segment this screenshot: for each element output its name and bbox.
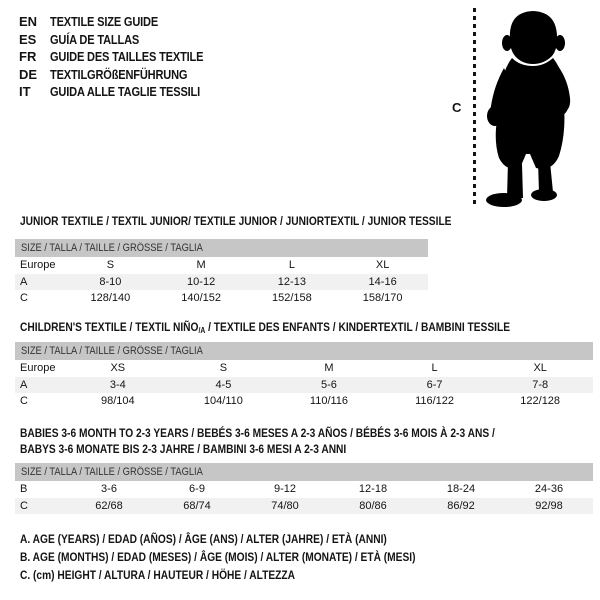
language-code: ES — [19, 31, 37, 47]
language-code: DE — [19, 66, 38, 82]
cell: 3-4 — [109, 378, 126, 391]
cell: L — [288, 259, 295, 272]
title-pre: CHILDREN'S TEXTILE / TEXTIL NIÑO — [20, 320, 199, 334]
cell: 3-6 — [101, 483, 117, 496]
language-row-en — [19, 13, 230, 31]
row-label: C — [20, 499, 28, 512]
cell: 6-7 — [426, 378, 443, 391]
language-code: IT — [19, 84, 31, 100]
title-post: / TEXTILE DES ENFANTS / KINDERTEXTIL / BAMBINI TESSILE — [205, 320, 510, 334]
language-row-de — [19, 66, 230, 84]
cell: XL — [375, 259, 390, 272]
table-row-c — [15, 290, 428, 307]
legend-line-a — [20, 532, 452, 546]
language-code: FR — [19, 49, 37, 65]
children-table-title — [20, 320, 596, 334]
cell: 122/128 — [520, 395, 561, 408]
children-table-title-text — [20, 320, 510, 335]
language-row-fr — [19, 48, 230, 66]
cell: 18-24 — [446, 483, 476, 496]
cell: 14-16 — [368, 275, 397, 288]
babies-size-table — [15, 463, 593, 514]
cell: 98/104 — [100, 395, 135, 408]
language-title: GUIDE DES TAILLES TEXTILE — [50, 49, 204, 65]
cell: 104/110 — [203, 395, 243, 408]
cell: 128/140 — [90, 292, 131, 305]
table-row-b — [15, 481, 593, 498]
babies-table-title-line1 — [20, 426, 579, 440]
baby-silhouette-icon — [481, 6, 583, 210]
legend-line-c — [20, 568, 344, 582]
cell: 10-12 — [187, 275, 216, 288]
table-row-a — [15, 274, 428, 291]
table-row-a — [15, 377, 593, 394]
cell: M — [196, 259, 206, 272]
title-sub: /A — [198, 326, 206, 335]
cell: 62/68 — [95, 499, 123, 512]
cell: 24-36 — [534, 483, 564, 496]
cell: 8-10 — [99, 275, 122, 288]
size-header-bar — [15, 342, 593, 360]
size-header-text: SIZE / TALLA / TAILLE / GRÖSSE / TAGLIA — [21, 345, 203, 357]
row-label: B — [20, 483, 28, 496]
cell: 86/92 — [447, 499, 475, 512]
cell: 4-5 — [215, 378, 232, 391]
language-title: GUÍA DE TALLAS — [50, 31, 140, 47]
cell: 152/158 — [271, 292, 312, 305]
legend-line-b — [20, 550, 485, 564]
cell: 68/74 — [183, 499, 211, 512]
table-row-c — [15, 498, 593, 515]
cell: 7-8 — [532, 378, 549, 391]
cell: 92/98 — [535, 499, 563, 512]
language-title: GUIDA ALLE TAGLIE TESSILI — [50, 84, 201, 100]
legend-text-b: B. AGE (MONTHS) / EDAD (MESES) / ÂGE (MOIS) / ALTER (MONATE) / ETÀ (MESI) — [20, 550, 416, 564]
language-title: TEXTILE SIZE GUIDE — [50, 14, 159, 30]
cell: XS — [110, 362, 126, 375]
size-header-bar — [15, 239, 428, 257]
cell: S — [106, 259, 115, 272]
cell: 80/86 — [359, 499, 387, 512]
row-label: Europe — [20, 259, 56, 272]
cell: 9-12 — [273, 483, 297, 496]
legend-text-c: C. (cm) HEIGHT / ALTURA / HAUTEUR / HÖHE / ALTEZZA — [20, 568, 296, 582]
cell: 140/152 — [181, 292, 221, 305]
row-label: C — [20, 292, 28, 305]
babies-table-title-line2 — [20, 442, 404, 456]
language-code: EN — [19, 14, 38, 30]
size-header-text: SIZE / TALLA / TAILLE / GRÖSSE / TAGLIA — [21, 466, 203, 478]
cell: 12-18 — [358, 483, 388, 496]
junior-table-title — [20, 214, 528, 228]
children-size-table — [15, 342, 593, 410]
cell: L — [431, 362, 438, 375]
cell: S — [219, 362, 228, 375]
table-row-c — [15, 393, 593, 410]
measure-label-c: C — [452, 100, 462, 115]
row-label: C — [20, 395, 28, 408]
table-row-europe — [15, 360, 593, 377]
height-measure-dashed-line — [473, 8, 476, 206]
cell: 110/116 — [309, 395, 349, 408]
cell: M — [324, 362, 334, 375]
language-title: TEXTILGRÖßENFÜHRUNG — [50, 66, 188, 82]
cell: 116/122 — [415, 395, 455, 408]
row-label: A — [20, 275, 28, 288]
table-row-europe — [15, 257, 428, 274]
row-label: A — [20, 378, 28, 391]
legend-text-a: A. AGE (YEARS) / EDAD (AÑOS) / ÂGE (ANS) / ALTER (JAHRE) / ETÀ (ANNI) — [20, 532, 387, 546]
language-row-es — [19, 31, 230, 49]
cell: 158/170 — [362, 292, 403, 305]
language-list — [19, 13, 230, 101]
junior-size-table — [15, 239, 428, 307]
row-label: Europe — [20, 362, 56, 375]
cell: 74/80 — [271, 499, 299, 512]
cell: 6-9 — [189, 483, 205, 496]
junior-table-title-text: JUNIOR TEXTILE / TEXTIL JUNIOR/ TEXTILE JUNIOR / JUNIORTEXTIL / JUNIOR TESSILE — [20, 214, 452, 228]
babies-title-text-1: BABIES 3-6 MONTH TO 2-3 YEARS / BEBÉS 3-6 MESES A 2-3 AÑOS / BÉBÉS 3-6 MOIS À 2-3 ANS / — [20, 426, 495, 440]
cell: XL — [533, 362, 547, 375]
cell: 12-13 — [277, 275, 306, 288]
cell: 5-6 — [321, 378, 337, 391]
size-header-bar — [15, 463, 593, 481]
size-header-text: SIZE / TALLA / TAILLE / GRÖSSE / TAGLIA — [21, 242, 203, 254]
babies-title-text-2: BABYS 3-6 MONATE BIS 2-3 JAHRE / BAMBINI 3-6 MESI A 2-3 ANNI — [20, 442, 347, 456]
language-row-it — [19, 83, 230, 101]
